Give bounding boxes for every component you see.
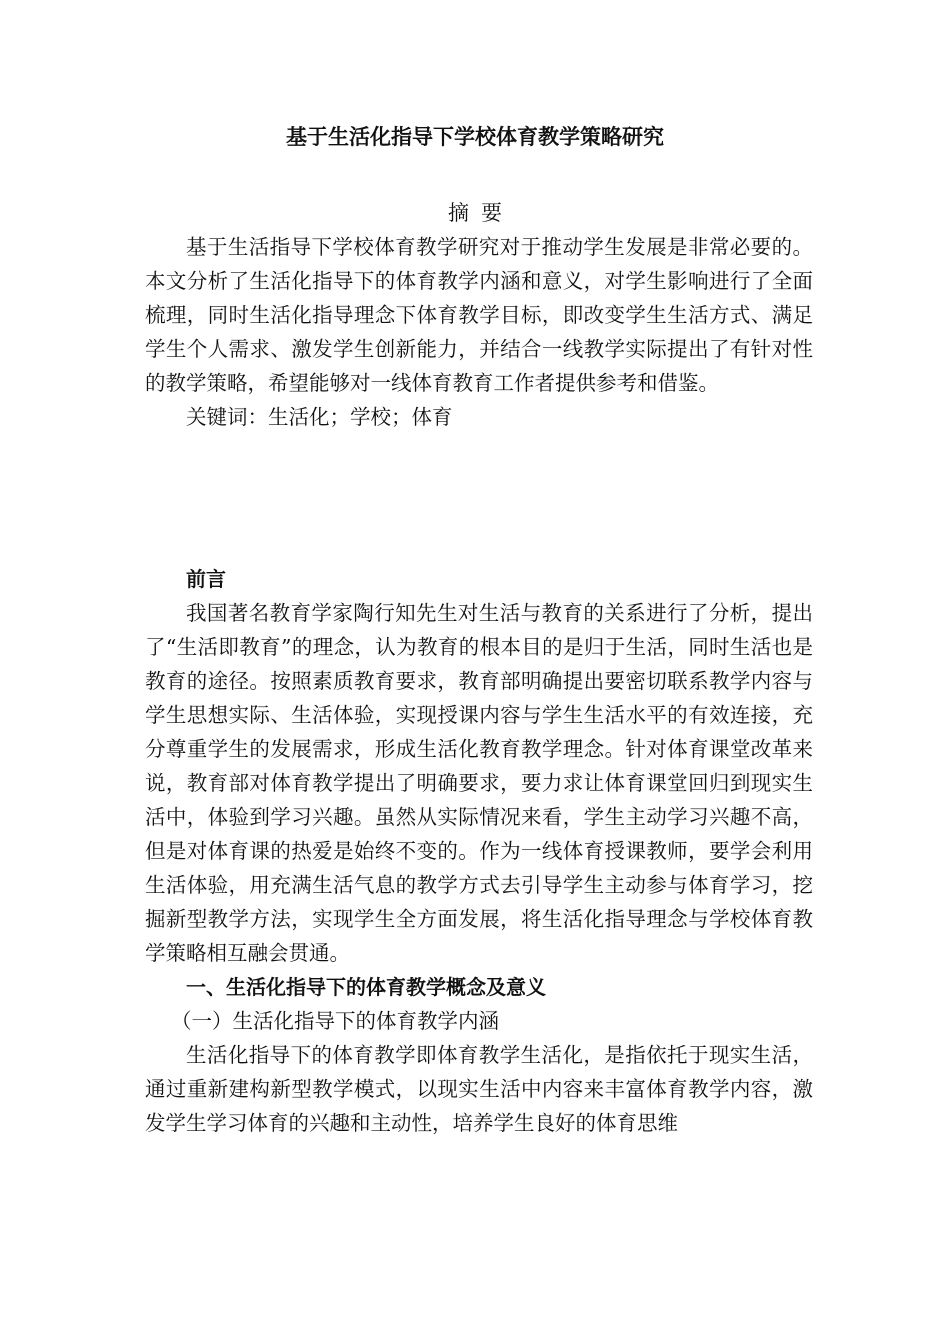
keywords: 关键词：生活化；学校；体育 (186, 405, 453, 429)
abstract-heading: 摘要 (448, 201, 514, 225)
preface-section (145, 562, 813, 1140)
section-1-heading: 一、生活化指导下的体育教学概念及意义 (186, 975, 546, 999)
abstract-section (145, 230, 813, 434)
preface-heading: 前言 (186, 567, 226, 591)
document-title: 基于生活化指导下学校体育教学策略研究 (286, 125, 664, 149)
section-1-subheading: （一）生活化指导下的体育教学内涵 (171, 1009, 499, 1033)
section-1-text: 生活化指导下的体育教学即体育教学生活化，是指依托于现实生活，通过重新建构新型教学模式，以现实生活中内容来丰富体育教学内容，激发学生学习体育的兴趣和主动性，培养学生良好的体育思维 (145, 1043, 813, 1135)
abstract-text: 基于生活指导下学校体育教学研究对于推动学生发展是非常必要的。本文分析了生活化指导下的体育教学内涵和意义，对学生影响进行了全面梳理，同时生活化指导理念下体育教学目标，即改变学生生活方式、满足学生个人需求、激发学生创新能力，并结合一线教学实际提出了有针对性的教学策略，希望能够对一线体育教育工作者提供参考和借鉴。 (145, 235, 813, 395)
preface-text: 我国著名教育学家陶行知先生对生活与教育的关系进行了分析，提出了“生活即教育”的理念，认为教育的根本目的是归于生活，同时生活也是教育的途径。按照素质教育要求，教育部明确提出要密切联系教学内容与学生思想实际、生活体验，实现授课内容与学生生活水平的有效连接，充分尊重学生的发展需求，形成生活化教育教学理念。针对体育课堂改革来说，教育部对体育教学提出了明确要求，要力求让体育课堂回归到现实生活中，体验到学习兴趣。虽然从实际情况来看，学生主动学习兴趣不高，但是对体育课的热爱是始终不变的。作为一线体育授课教师，要学会利用生活体验，用充满生活气息的教学方式去引导学生主动参与体育学习，挖掘新型教学方法，实现学生全方面发展，将生活化指导理念与学校体育教学策略相互融会贯通。 (145, 601, 813, 965)
